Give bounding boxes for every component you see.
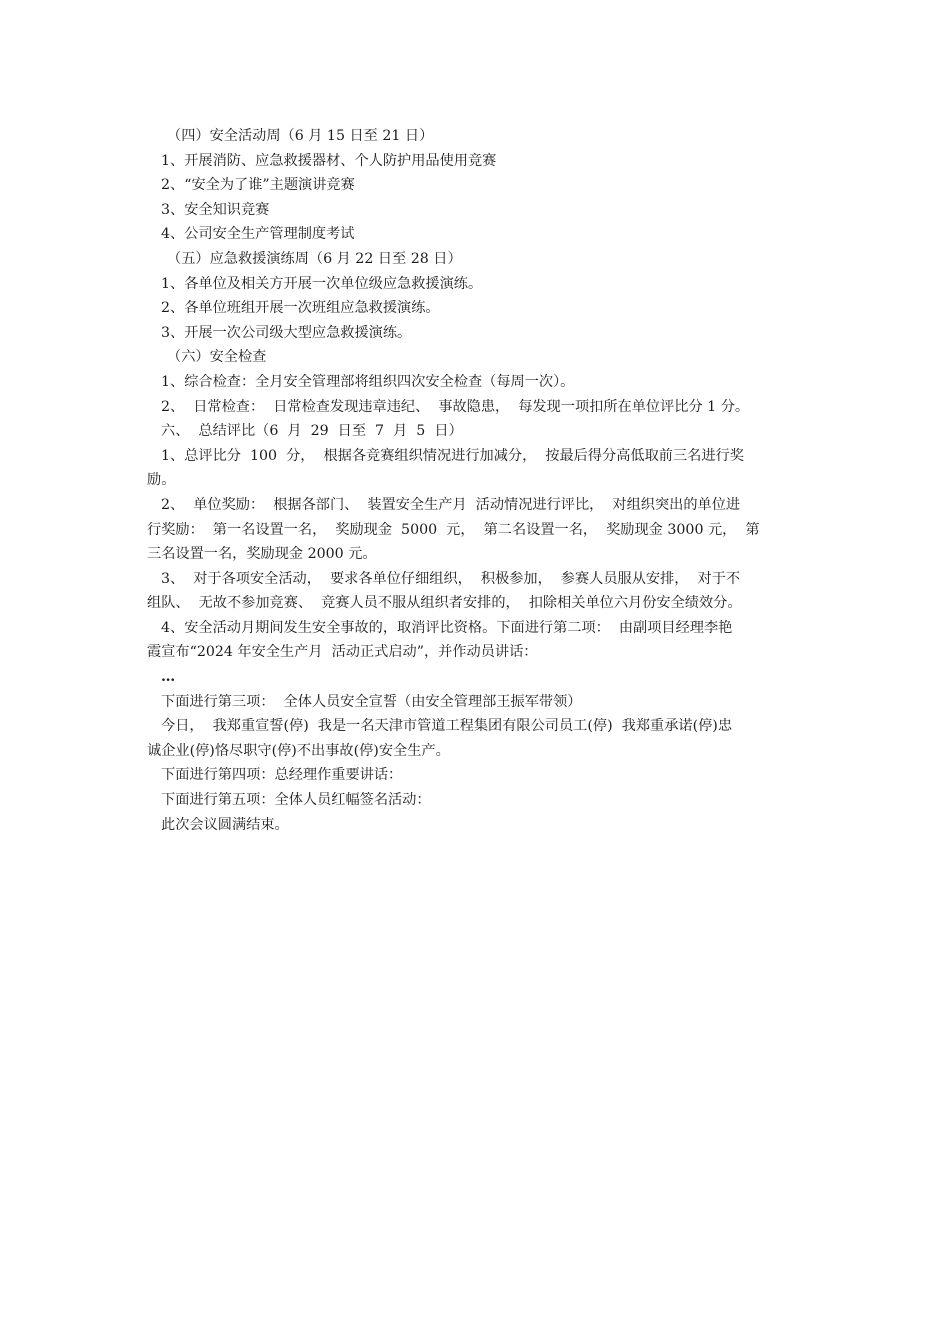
section4-heading: （四）安全活动周（6 月 15 日至 21 日） — [167, 128, 434, 144]
summary-item-1: 1、总评比分 100 分， 根据各竞赛组织情况进行加减分， 按最后得分高低取前三名进行奖 — [161, 447, 744, 464]
summary-item-3-cont: 组队、 无故不参加竞赛、 竞赛人员不服从组织者安排的， 扣除相关单位六月份安全绩效分。 — [147, 595, 742, 612]
section5-item: 2、各单位班组开展一次班组应急救援演练。 — [161, 300, 440, 317]
summary-item-2-cont: 行奖励： 第一名设置一名， 奖励现金 5000 元， 第二名设置一名， 奖励现金 3000 元， 第 — [147, 521, 760, 538]
summary-item-1-cont: 励。 — [147, 472, 176, 489]
summary-item-4: 4、安全活动月期间发生安全事故的，取消评比资格。下面进行第二项： 由副项目经理李艳 — [161, 619, 733, 636]
section5-item: 1、各单位及相关方开展一次单位级应急救援演练。 — [161, 275, 483, 292]
document-page — [147, 124, 803, 837]
oath-text: 今日， 我郑重宣誓(停) 我是一名天津市管道工程集团有限公司员工(停) 我郑重承诺(停)忠 — [161, 718, 733, 735]
section4-item: 4、公司安全生产管理制度考试 — [161, 226, 355, 243]
oath-text-cont: 诚企业(停)恪尽职守(停)不出事故(停)安全生产。 — [147, 742, 450, 759]
section6-item: 2、 日常检查： 日常检查发现违章违纪、 事故隐患， 每发现一项扣所在单位评比分 1 分。 — [161, 398, 750, 415]
summary-item-2-cont: 三名设置一名，奖励现金 2000 元。 — [147, 546, 377, 563]
section4-item: 3、安全知识竞赛 — [161, 201, 270, 218]
summary-item-4-cont: 霞宣布“2024 年安全生产月 活动正式启动”，并作动员讲话： — [147, 644, 538, 661]
step-3: 下面进行第三项： 全体人员安全宣誓（由安全管理部王振军带领） — [161, 693, 582, 710]
step-4: 下面进行第四项：总经理作重要讲话： — [161, 767, 403, 784]
section5-item: 3、开展一次公司级大型应急救援演练。 — [161, 324, 412, 341]
closing: 此次会议圆满结束。 — [161, 816, 289, 833]
section4-item: 1、开展消防、应急救援器材、个人防护用品使用竞赛 — [161, 152, 497, 169]
summary-heading: 六、 总结评比（6 月 29 日至 7 月 5 日） — [161, 423, 463, 440]
section6-heading: （六）安全检查 — [167, 349, 267, 366]
section6-item: 1、综合检查：全月安全管理部将组织四次安全检查（每周一次）。 — [161, 373, 575, 390]
step-5: 下面进行第五项：全体人员红幅签名活动： — [161, 792, 431, 809]
summary-item-3: 3、 对于各项安全活动， 要求各单位仔细组织， 积极参加， 参赛人员服从安排， 对于不 — [161, 570, 741, 587]
section4-item: 2、“安全为了谁”主题演讲竞赛 — [161, 177, 355, 194]
ellipsis: … — [161, 669, 177, 686]
summary-item-2: 2、 单位奖励： 根据各部门、 装置安全生产月 活动情况进行评比， 对组织突出的单位进 — [161, 496, 741, 513]
section5-heading: （五）应急救援演练周（6 月 22 日至 28 日） — [167, 250, 462, 267]
